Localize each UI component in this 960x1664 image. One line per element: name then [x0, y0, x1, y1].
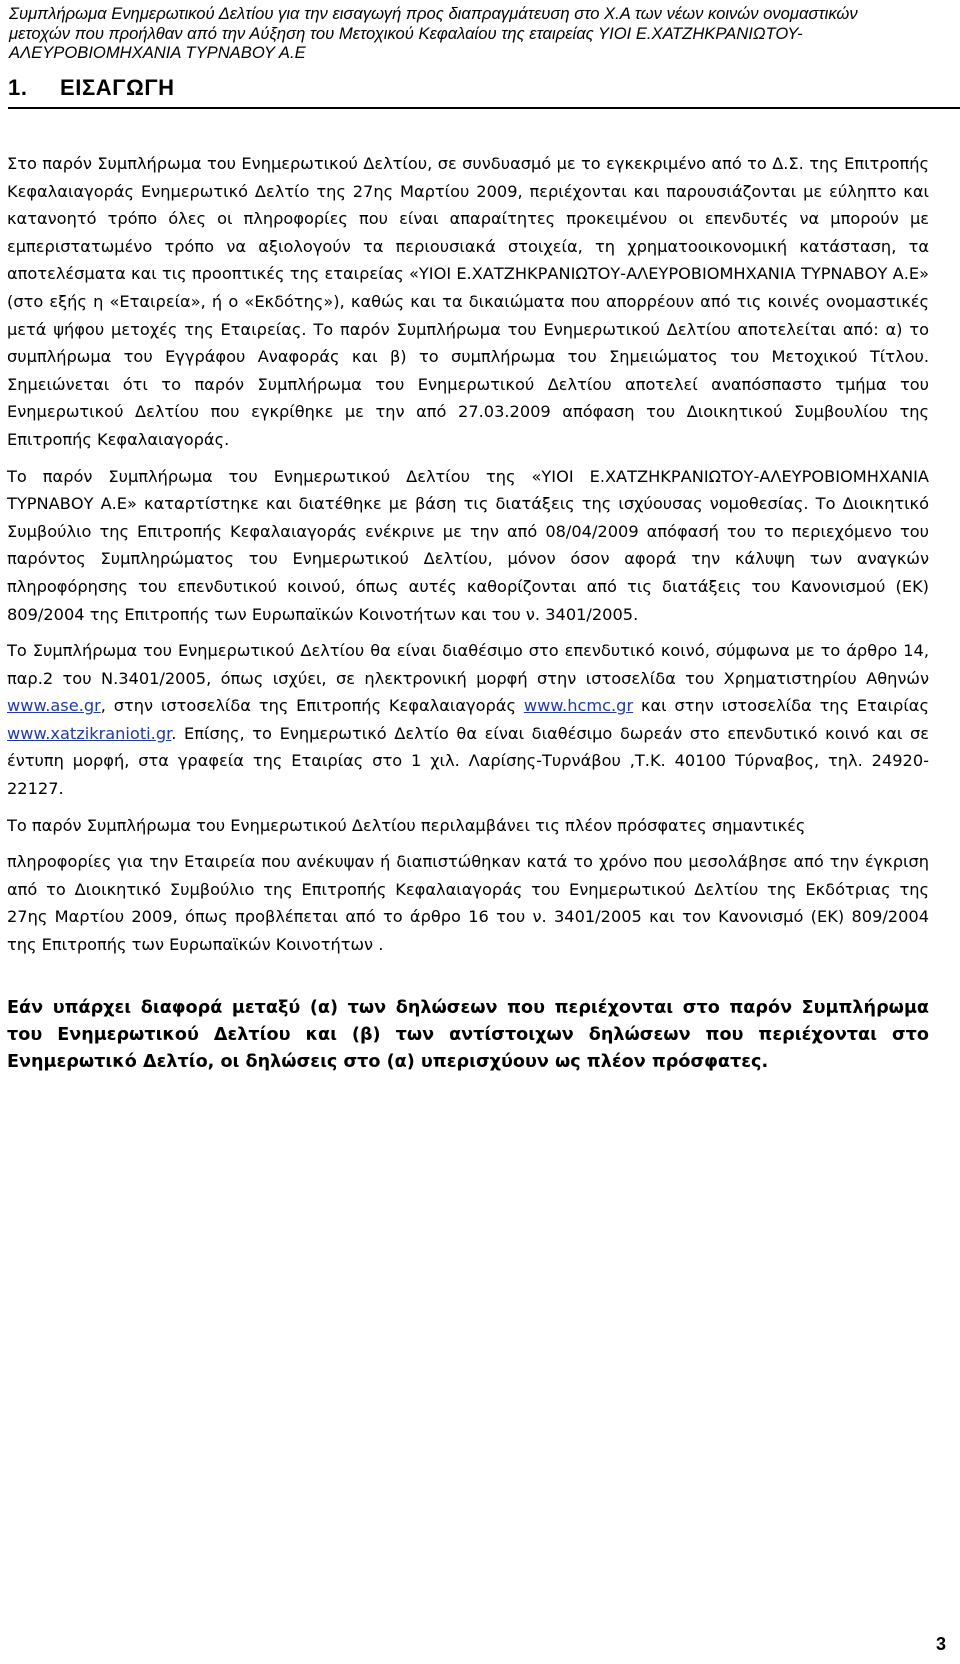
- availability-text-1: Το Συμπλήρωμα του Ενημερωτικού Δελτίου θα είναι διαθέσιμο στο επενδυτικό κοινό, σύμφωνα με το άρθρο 14, παρ.2 του Ν.3401/2005, όπως ισχύει, σε ηλεκτρονική μορφή στην ιστοσελίδα του Χρηματιστηρίου Αθηνών: [7, 641, 929, 688]
- paragraph-intro: Στο παρόν Συμπλήρωμα του Ενημερωτικού Δελτίου, σε συνδυασμό με το εγκεκριμένο από το Δ.Σ. της Επιτροπής Κεφαλαιαγοράς Ενημερωτικό Δελτίο της 27ης Μαρτίου 2009, περιέχονται και παρουσιάζονται με εύληπτο και κατανοητό τρόπο όλες οι πληροφορίες που είναι απαραίτητες προκειμένου οι επενδυτές να μπορούν με εμπεριστατωμένο τρόπο να αξιολογούν τα περιουσιακά στοιχεία, τη χρηματοοικονομική κατάσταση, τα αποτελέσματα και τις προοπτικές της εταιρείας «ΥΙΟΙ Ε.ΧΑΤΖΗΚΡΑΝΙΩΤΟΥ-ΑΛΕΥΡΟΒΙΟΜΗΧΑΝΙΑ ΤΥΡΝΑΒΟΥ Α.Ε» (στο εξής η «Εταιρεία», ή ο «Εκδότης»), καθώς και τα δικαιώματα που απορρέουν από τις κοινές ονομαστικές μετά ψήφου μετοχές της Εταιρείας. Το παρόν Συμπλήρωμα του Ενημερωτικού Δελτίου αποτελείται από: α) το συμπλήρωμα του Εγγράφου Αναφοράς και β) το συμπλήρωμα του Σημειώματος του Μετοχικού Τίτλου. Σημειώνεται ότι το παρόν Συμπλήρωμα του Ενημερωτικού Δελτίου αποτελεί αναπόσπαστο τμήμα του Ενημερωτικού Δελτίου που εγκρίθηκε με την από 27.03.2009 απόφαση του Διοικητικού Συμβουλίου της Επιτροπής Κεφαλαιαγοράς.: [7, 154, 929, 449]
- link-company[interactable]: www.xatzikranioti.gr: [7, 723, 172, 743]
- section-heading: [8, 75, 175, 101]
- paragraph-precedence-notice: Εάν υπάρχει διαφορά μεταξύ (α) των δηλώσεων που περιέχονται στο παρόν Συμπλήρωμα του Ενημερωτικού Δελτίου και (β) των αντίστοιχων δηλώσεων που περιέχονται στο Ενημερωτικό Δελτίο, οι δηλώσεις στο (α) υπερισχύουν ως πλέον πρόσφατες.: [7, 997, 929, 1072]
- link-hcmc[interactable]: www.hcmc.gr: [523, 696, 634, 716]
- document-body: [7, 150, 929, 1085]
- paragraph-approval: Το παρόν Συμπλήρωμα του Ενημερωτικού Δελτίου της «ΥΙΟΙ Ε.ΧΑΤΖΗΚΡΑΝΙΩΤΟΥ-ΑΛΕΥΡΟΒΙΟΜΗΧΑΝΙΑ ΤΥΡΝΑΒΟΥ Α.Ε» καταρτίστηκε και διατέθηκε με βάση τις διατάξεις της ισχύουσας νομοθεσίας. Το Διοικητικό Συμβούλιο της Επιτροπής Κεφαλαιαγοράς ενέκρινε με την από 08/04/2009 απόφασή του το περιεχόμενο του παρόντος Συμπληρώματος του Ενημερωτικού Δελτίου, μόνον όσον αφορά την κάλυψη των αναγκών πληροφόρησης του επενδυτικού κοινού, όπως αυτές καθορίζονται από τις διατάξεις του Κανονισμού (ΕΚ) 809/2004 της Επιτροπής των Ευρωπαϊκών Κοινοτήτων και του ν. 3401/2005.: [7, 466, 929, 624]
- link-ase[interactable]: www.ase.gr: [7, 696, 101, 716]
- section-title: ΕΙΣΑΓΩΓΗ: [60, 75, 175, 100]
- paragraph-recent-info-lead: Το παρόν Συμπλήρωμα του Ενημερωτικού Δελτίου περιλαμβάνει τις πλέον πρόσφατες σημαντικές: [7, 815, 806, 835]
- paragraph-recent-info: πληροφορίες για την Εταιρεία που ανέκυψαν ή διαπιστώθηκαν κατά το χρόνο που μεσολάβησε από την έγκριση από το Διοικητικό Συμβούλιο της Επιτροπής Κεφαλαιαγοράς του Ενημερωτικού Δελτίου της Εκδότριας της 27ης Μαρτίου 2009, όπως προβλέπεται από το άρθρο 16 του ν. 3401/2005 και τον Κανονισμό (ΕΚ) 809/2004 της Επιτροπής των Ευρωπαϊκών Κοινοτήτων .: [7, 852, 929, 955]
- page-number: 3: [935, 1634, 946, 1654]
- availability-text-3: και στην ιστοσελίδα της Εταιρίας: [633, 696, 929, 716]
- heading-divider: [8, 107, 960, 109]
- paragraph-availability: [7, 637, 929, 803]
- section-number: 1.: [8, 75, 28, 100]
- running-header: Συμπλήρωμα Ενημερωτικού Δελτίου για την εισαγωγή προς διαπραγμάτευση στο Χ.Α των νέων κοινών ονομαστικών μετοχών που προήλθαν από την Αύξηση του Μετοχικού Κεφαλαίου της εταιρείας ΥΙΟΙ Ε.ΧΑΤΖΗΚΡΑΝΙΩΤΟΥ-ΑΛΕΥΡΟΒΙΟΜΗΧΑΝΙΑ ΤΥΡΝΑΒΟΥ Α.Ε: [9, 4, 858, 62]
- availability-text-4: . Επίσης, το Ενημερωτικό Δελτίο θα είναι διαθέσιμο δωρεάν στο επενδυτικό κοινό και σε έντυπη μορφή, στα γραφεία της Εταιρίας στο 1 χιλ. Λαρίσης-Τυρνάβου ,Τ.Κ. 40100 Τύρναβος, τηλ. 24920-22127.: [7, 723, 929, 799]
- availability-text-2: , στην ιστοσελίδα της Επιτροπής Κεφαλαιαγοράς: [100, 696, 524, 716]
